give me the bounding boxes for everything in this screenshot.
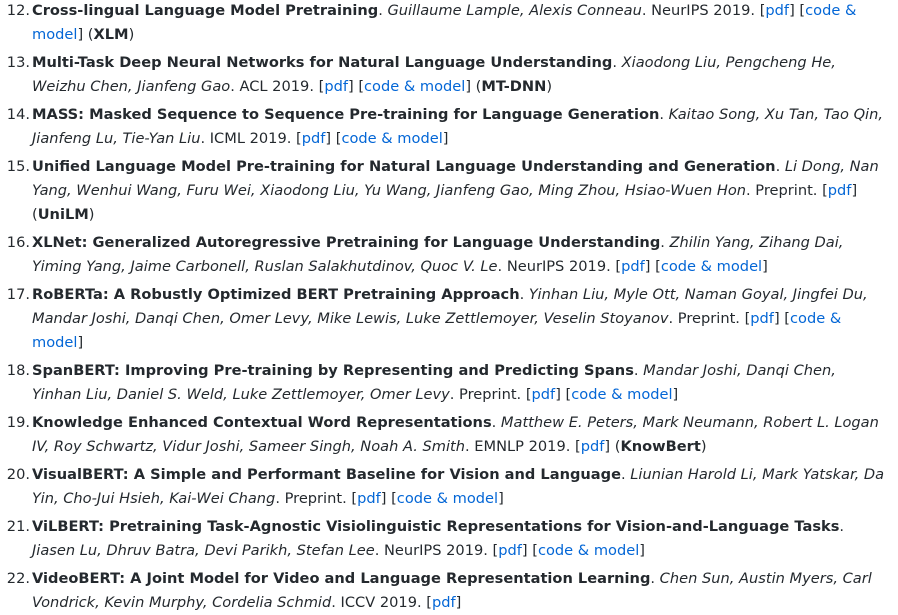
paper-authors: Xiaodong Liu, Pengcheng He, Weizhu Chen, Jianfeng Gao	[32, 54, 836, 95]
model-abbreviation: MT-DNN	[481, 78, 547, 95]
paper-authors: Kaitao Song, Xu Tan, Tao Qin, Jianfeng Lu, Tie-Yan Liu	[32, 106, 883, 147]
paper-venue: NeurIPS 2019.	[506, 258, 611, 275]
model-abbreviation: KnowBert	[620, 438, 701, 455]
paper-number: 20.	[6, 466, 30, 483]
paper-authors: Jiasen Lu, Dhruv Batra, Devi Parikh, Stefan Lee	[32, 542, 375, 559]
code-and-model-link[interactable]: code & model	[660, 258, 763, 275]
pdf-link[interactable]: pdf	[531, 386, 556, 403]
paper-venue: NeurIPS 2019.	[651, 2, 756, 19]
paper-venue: Preprint.	[459, 386, 522, 403]
paper-title: Cross-lingual Language Model Pretraining	[32, 2, 379, 19]
pdf-link[interactable]: pdf	[765, 2, 790, 19]
paper-title: Multi-Task Deep Neural Networks for Natural Language Understanding	[32, 54, 613, 71]
paper-venue: Preprint.	[755, 182, 818, 199]
pdf-link[interactable]: pdf	[498, 542, 522, 559]
paper-list-item: 22. VideoBERT: A Joint Model for Video and Language Representation Learning. Chen Sun, Austin Myers, Carl Vondrick, Kevin Murphy, Cordelia Schmid. ICCV 2019. [pdf]	[0, 567, 898, 615]
paper-venue: ICML 2019.	[209, 130, 292, 147]
paper-number: 12.	[6, 2, 30, 19]
pdf-link[interactable]: pdf	[827, 182, 852, 199]
paper-venue: EMNLP 2019.	[474, 438, 571, 455]
paper-title: Knowledge Enhanced Contextual Word Representations	[32, 414, 492, 431]
paper-authors: Mandar Joshi, Danqi Chen, Yinhan Liu, Daniel S. Weld, Luke Zettlemoyer, Omer Levy	[32, 362, 836, 403]
paper-list-item: 20. VisualBERT: A Simple and Performant Baseline for Vision and Language. Liunian Harold Li, Mark Yatskar, Da Yin, Cho-Jui Hsieh, Kai-Wei Chang. Preprint. [pdf] [code & model]	[0, 463, 898, 511]
paper-list-item: 18. SpanBERT: Improving Pre-training by Representing and Predicting Spans. Mandar Joshi, Danqi Chen, Yinhan Liu, Daniel S. Weld, Luke Zettlemoyer, Omer Levy. Preprint. [pdf] [code & model]	[0, 359, 898, 407]
paper-number: 17.	[6, 286, 30, 303]
paper-title: Unified Language Model Pre-training for Natural Language Understanding and Generation	[32, 158, 776, 175]
code-and-model-link[interactable]: code & model	[571, 386, 673, 403]
paper-venue: NeurIPS 2019.	[383, 542, 488, 559]
paper-list-item: 15. Unified Language Model Pre-training for Natural Language Understanding and Generation. Li Dong, Nan Yang, Wenhui Wang, Furu Wei, Xiaodong Liu, Yu Wang, Jianfeng Gao, Ming Zhou, Hsiao-Wuen Hon. Preprint. [pdf] (UniLM)	[0, 155, 898, 227]
paper-title: RoBERTa: A Robustly Optimized BERT Pretraining Approach	[32, 286, 520, 303]
paper-number: 18.	[6, 362, 30, 379]
pdf-link[interactable]: pdf	[431, 594, 456, 611]
paper-authors: Guillaume Lample, Alexis Conneau	[387, 2, 642, 19]
paper-list-item: 19. Knowledge Enhanced Contextual Word Representations. Matthew E. Peters, Mark Neumann, Robert L. Logan IV, Roy Schwartz, Vidur Joshi, Sameer Singh, Noah A. Smith. EMNLP 2019. [pdf] (KnowBert)	[0, 411, 898, 459]
paper-list-item: 21. ViLBERT: Pretraining Task-Agnostic Visiolinguistic Representations for Vision-and-Language Tasks. Jiasen Lu, Dhruv Batra, Devi Parikh, Stefan Lee. NeurIPS 2019. [pdf] [code & model]	[0, 515, 898, 563]
paper-number: 13.	[6, 54, 30, 71]
paper-title: SpanBERT: Improving Pre-training by Representing and Predicting Spans	[32, 362, 634, 379]
code-and-model-link[interactable]: code & model	[32, 2, 857, 43]
paper-number: 19.	[6, 414, 30, 431]
pdf-link[interactable]: pdf	[580, 438, 605, 455]
paper-title: ViLBERT: Pretraining Task-Agnostic Visiolinguistic Representations for Vision-and-Language Tasks	[32, 518, 840, 535]
code-and-model-link[interactable]: code & model	[341, 130, 443, 147]
code-and-model-link[interactable]: code & model	[32, 310, 842, 351]
paper-number: 14.	[6, 106, 30, 123]
paper-authors: Yinhan Liu, Myle Ott, Naman Goyal, Jingfei Du, Mandar Joshi, Danqi Chen, Omer Levy, Mike Lewis, Luke Zettlemoyer, Veselin Stoyanov	[32, 286, 868, 327]
paper-authors: Chen Sun, Austin Myers, Carl Vondrick, Kevin Murphy, Cordelia Schmid	[32, 570, 872, 611]
paper-authors: Li Dong, Nan Yang, Wenhui Wang, Furu Wei, Xiaodong Liu, Yu Wang, Jianfeng Gao, Ming Zhou, Hsiao-Wuen Hon	[32, 158, 879, 199]
code-and-model-link[interactable]: code & model	[396, 490, 499, 507]
paper-venue: Preprint.	[677, 310, 740, 327]
code-and-model-link[interactable]: code & model	[364, 78, 466, 95]
paper-venue: ICCV 2019.	[340, 594, 422, 611]
pdf-link[interactable]: pdf	[621, 258, 645, 275]
paper-list-item: 16. XLNet: Generalized Autoregressive Pretraining for Language Understanding. Zhilin Yang, Zihang Dai, Yiming Yang, Jaime Carbonell, Ruslan Salakhutdinov, Quoc V. Le. NeurIPS 2019. [pdf] [code & model]	[0, 231, 898, 279]
paper-title: VisualBERT: A Simple and Performant Baseline for Vision and Language	[32, 466, 622, 483]
model-abbreviation: UniLM	[37, 206, 89, 223]
paper-list-item: 13. Multi-Task Deep Neural Networks for Natural Language Understanding. Xiaodong Liu, Pengcheng He, Weizhu Chen, Jianfeng Gao. ACL 2019. [pdf] [code & model] (MT-DNN)	[0, 51, 898, 99]
paper-authors: Zhilin Yang, Zihang Dai, Yiming Yang, Jaime Carbonell, Ruslan Salakhutdinov, Quoc V. Le	[32, 234, 844, 275]
paper-number: 16.	[6, 234, 30, 251]
pdf-link[interactable]: pdf	[301, 130, 326, 147]
paper-list-item: 14. MASS: Masked Sequence to Sequence Pre-training for Language Generation. Kaitao Song, Xu Tan, Tao Qin, Jianfeng Lu, Tie-Yan Liu. ICML 2019. [pdf] [code & model]	[0, 103, 898, 151]
paper-number: 15.	[6, 158, 30, 175]
paper-title: VideoBERT: A Joint Model for Video and Language Representation Learning	[32, 570, 651, 587]
paper-number: 22.	[6, 570, 30, 587]
code-and-model-link[interactable]: code & model	[537, 542, 640, 559]
pdf-link[interactable]: pdf	[750, 310, 774, 327]
paper-authors: Liunian Harold Li, Mark Yatskar, Da Yin, Cho-Jui Hsieh, Kai-Wei Chang	[32, 466, 885, 507]
paper-title: MASS: Masked Sequence to Sequence Pre-training for Language Generation	[32, 106, 660, 123]
paper-title: XLNet: Generalized Autoregressive Pretraining for Language Understanding	[32, 234, 661, 251]
paper-list-item: 12. Cross-lingual Language Model Pretraining. Guillaume Lample, Alexis Conneau. NeurIPS 2019. [pdf] [code & model] (XLM)	[0, 0, 898, 47]
pdf-link[interactable]: pdf	[357, 490, 381, 507]
paper-list-item: 17. RoBERTa: A Robustly Optimized BERT Pretraining Approach. Yinhan Liu, Myle Ott, Naman Goyal, Jingfei Du, Mandar Joshi, Danqi Chen, Omer Levy, Mike Lewis, Luke Zettlemoyer, Veselin Stoyanov. Preprint. [pdf] [code & model]	[0, 283, 898, 355]
pdf-link[interactable]: pdf	[324, 78, 348, 95]
model-abbreviation: XLM	[93, 26, 129, 43]
paper-number: 21.	[6, 518, 30, 535]
paper-venue: ACL 2019.	[239, 78, 314, 95]
paper-venue: Preprint.	[284, 490, 347, 507]
paper-authors: Matthew E. Peters, Mark Neumann, Robert L. Logan IV, Roy Schwartz, Vidur Joshi, Sameer Singh, Noah A. Smith	[32, 414, 879, 455]
